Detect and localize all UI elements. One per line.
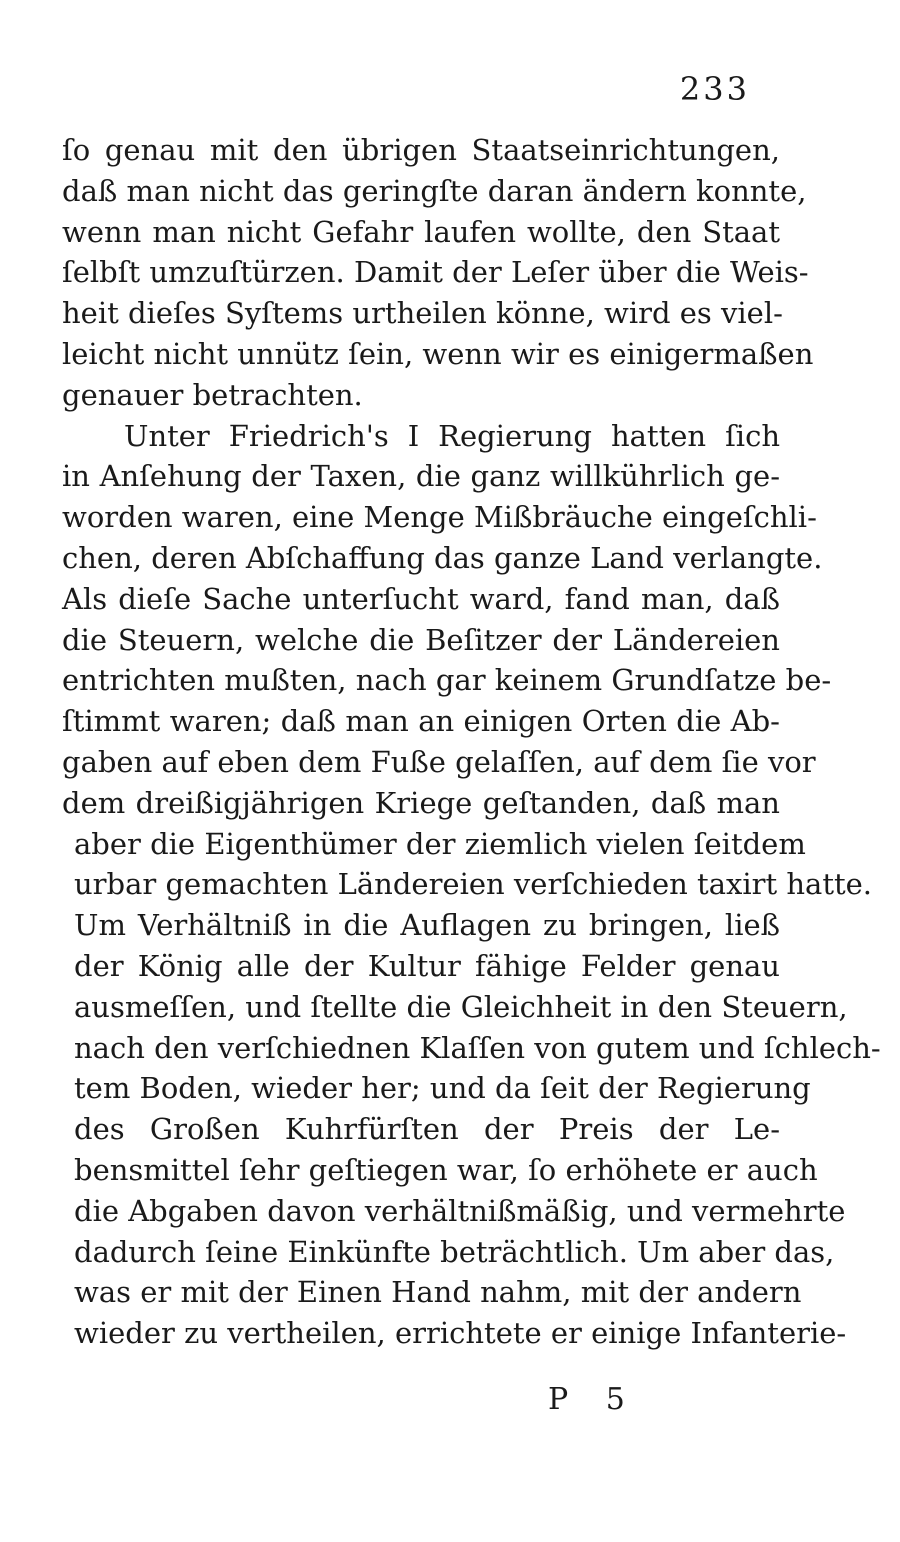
text-line-2: daß man nicht das geringſte daran ändern konnte, [62, 173, 807, 208]
text-line-12: Als dieſe Sache unterſucht ward, fand man, daß [62, 581, 780, 616]
text-line-26: bensmittel ſehr geſtiegen war, ſo erhöhete er auch [74, 1152, 818, 1187]
text-line-18: aber die Eigenthümer der ziemlich vielen ſeitdem [74, 826, 806, 861]
page-number: 233 [679, 70, 750, 108]
text-line-24: tem Boden, wieder her; und da ſeit der Regierung [74, 1071, 811, 1106]
body-text [62, 130, 881, 1354]
text-line-21: der König alle der Kultur fähige Felder genau [74, 948, 780, 983]
text-line-30: wieder zu vertheilen, errichtete er einige Infanterie- [74, 1316, 847, 1351]
text-line-5: heit dieſes Syſtems urtheilen könne, wird es viel- [62, 296, 783, 331]
text-line-28: dadurch ſeine Einkünfte beträchtlich. Um aber das, [74, 1234, 835, 1269]
text-line-14: entrichten mußten, nach gar keinem Grundſatze be- [62, 663, 832, 698]
text-line-13: die Steuern, welche die Beſitzer der Ländereien [62, 622, 780, 657]
text-line-23: nach den verſchiednen Klaſſen von gutem und ſchlech- [74, 1030, 881, 1065]
text-line-19: urbar gemachten Ländereien verſchieden taxirt hatte. [74, 867, 873, 902]
text-line-22: ausmeſſen, und ſtellte die Gleichheit in den Steuern, [74, 989, 848, 1024]
text-line-29: was er mit der Einen Hand nahm, mit der andern [74, 1275, 802, 1310]
text-line-7: genauer betrachten. [62, 377, 363, 412]
signature-mark: P 5 [548, 1382, 639, 1417]
text-line-9: in Anſehung der Taxen, die ganz willkührlich ge- [62, 459, 780, 494]
text-line-8: Unter Friedrich's I Regierung hatten ſich [124, 418, 780, 453]
text-line-1: ſo genau mit den übrigen Staatseinrichtungen, [62, 133, 780, 167]
text-line-10: worden waren, eine Menge Mißbräuche eingeſchli- [62, 500, 817, 535]
text-line-11: chen, deren Abſchaffung das ganze Land verlangte. [62, 540, 823, 575]
text-line-3: wenn man nicht Gefahr laufen wollte, den Staat [62, 214, 780, 249]
text-line-15: ſtimmt waren; daß man an einigen Orten die Ab- [62, 704, 780, 739]
text-line-17: dem dreißigjährigen Kriege geſtanden, daß man [62, 785, 780, 820]
text-line-4: ſelbſt umzuſtürzen. Damit der Leſer über die Weis- [62, 255, 809, 290]
text-line-25: des Großen Kuhrfürſten der Preis der Le- [74, 1112, 780, 1147]
text-line-27: die Abgaben davon verhältnißmäßig, und vermehrte [74, 1193, 846, 1228]
text-line-16: gaben auf eben dem Fuße gelaſſen, auf dem ſie vor [62, 744, 816, 779]
text-line-20: Um Verhältniß in die Auflagen zu bringen, ließ [74, 908, 780, 943]
text-line-6: leicht nicht unnütz ſein, wenn wir es einigermaßen [62, 336, 814, 371]
